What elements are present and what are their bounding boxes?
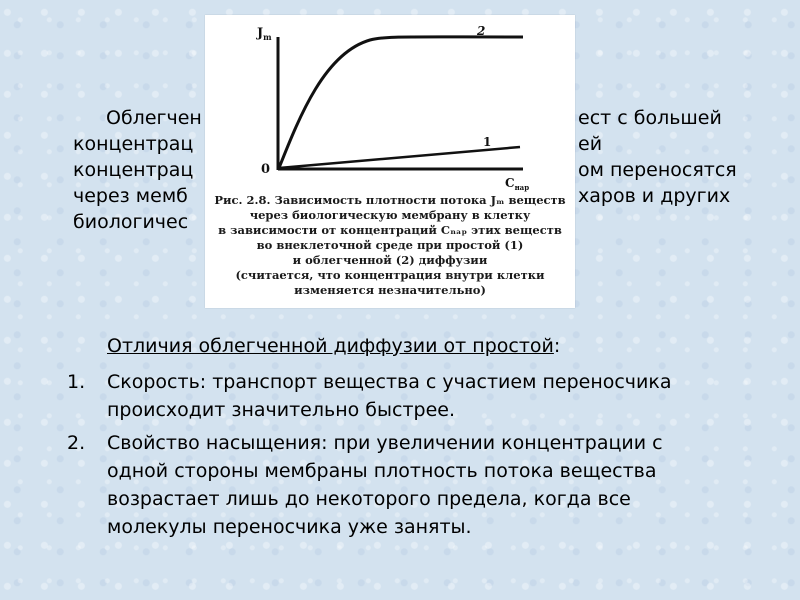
curve-simple-diffusion bbox=[279, 147, 520, 168]
caption-line: и облегченной (2) диффузии bbox=[292, 253, 488, 267]
caption-line: во внеклеточной среде при простой (1) bbox=[256, 238, 524, 252]
caption-line: Рис. 2.8. Зависимость плотности потока Jₘ веществ bbox=[214, 193, 566, 207]
paragraph-line: через мемб bbox=[73, 185, 188, 207]
paragraph-line: концентрац bbox=[73, 159, 194, 181]
figure-caption bbox=[205, 193, 575, 298]
list-item-line: возрастает лишь до некоторого предела, когда все bbox=[107, 488, 631, 510]
paragraph-right-column bbox=[578, 105, 737, 209]
diffusion-graph bbox=[205, 15, 575, 193]
differences-list bbox=[67, 368, 787, 546]
list-item-line: происходит значительно быстрее. bbox=[107, 399, 456, 421]
paragraph-fragment: ом переносятся bbox=[578, 159, 737, 181]
section-heading-text: Отличия облегченной диффузии от простой bbox=[107, 335, 554, 357]
paragraph-fragment: ест с большей bbox=[578, 107, 722, 129]
list-item-line: Свойство насыщения: при увеличении концентрации с bbox=[107, 432, 663, 454]
list-item-number: 2. bbox=[67, 432, 86, 454]
list-item bbox=[67, 429, 787, 541]
paragraph-fragment: харов и других bbox=[578, 185, 731, 207]
paragraph-line: биологичес bbox=[73, 211, 189, 233]
list-item-line: молекулы переносчика уже заняты. bbox=[107, 516, 472, 538]
caption-line: в зависимости от концентраций Cₙₐₚ этих веществ bbox=[218, 223, 562, 237]
paragraph-line: концентрац bbox=[73, 133, 194, 155]
list-item-number: 1. bbox=[67, 371, 86, 393]
caption-line: (считается, что концентрация внутри клетки bbox=[235, 268, 545, 282]
caption-line: через биологическую мембрану в клетку bbox=[249, 208, 531, 222]
origin-label: 0 bbox=[261, 162, 271, 177]
list-item-line: Скорость: транспорт вещества с участием переносчика bbox=[107, 371, 672, 393]
curve-label-1: 1 bbox=[483, 135, 492, 149]
list-item-line: одной стороны мембраны плотность потока вещества bbox=[107, 460, 657, 482]
curve-label-2: 2 bbox=[477, 24, 486, 38]
list-item bbox=[67, 368, 787, 424]
paragraph-line: Облегчен bbox=[106, 107, 202, 129]
y-axis-label: $J_m$ bbox=[257, 26, 272, 42]
x-axis-label: $C_{нар}$ bbox=[505, 176, 530, 192]
section-heading-colon: : bbox=[553, 335, 561, 357]
caption-line: изменяется незначительно) bbox=[294, 283, 486, 297]
section-heading bbox=[107, 333, 560, 359]
paragraph-fragment: ей bbox=[578, 133, 603, 155]
diffusion-figure bbox=[205, 15, 575, 308]
